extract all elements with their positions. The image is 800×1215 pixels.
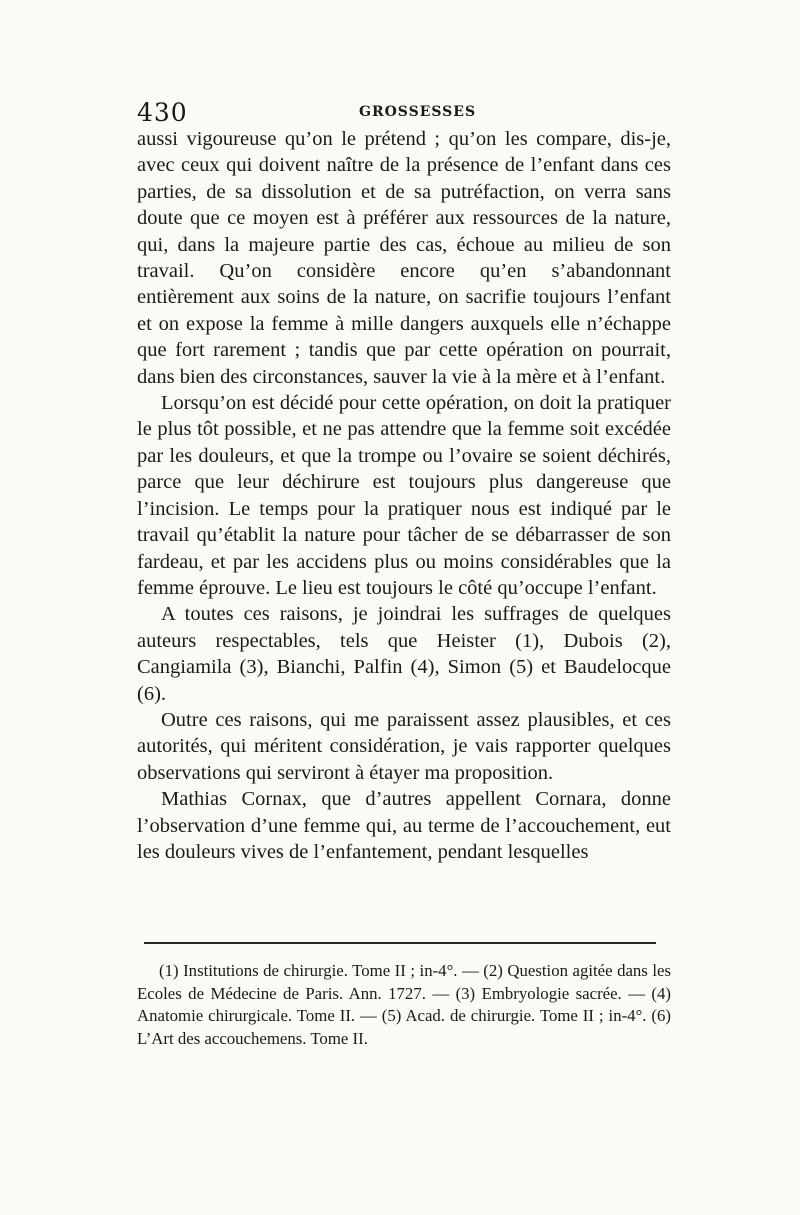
body-text (137, 126, 671, 865)
paragraph: A toutes ces raisons, je joindrai les suffrages de quelques auteurs respectables, tels que Heister (1), Dubois (2), Cangiamila (3), Bianchi, Palfin (4), Simon (5) et Baudelocque (6). (137, 603, 671, 705)
paragraph: Outre ces raisons, qui me paraissent assez plausibles, et ces autorités, qui méritent considération, je vais rapporter quelques observations qui serviront à étayer ma proposition. (137, 708, 671, 784)
footnote-rule (144, 942, 656, 944)
footnotes (137, 960, 671, 1050)
running-head: GROSSESSES (359, 104, 477, 120)
page-header (137, 98, 671, 128)
paragraph-continuation: aussi vigoureuse qu’on le prétend ; qu’on les compare, dis-je, avec ceux qui doivent naître de la présence de l’enfant dans ces parties, de sa dissolution et de sa putréfaction, on verra sans doute que ce moyen est à préférer aux ressources de la nature, qui, dans la majeure partie des cas, échoue au milieu de son travail. Qu’on considère encore qu’en s’abandonnant entièrement aux soins de la nature, on sacrifie toujours l’enfant et on expose la femme à mille dangers auxquels elle n’échappe que fort rarement ; tandis que par cette opération on pourrait, dans bien des circonstances, sauver la vie à la mère et à l’enfant. (137, 128, 671, 388)
footnote-text: (1) Institutions de chirurgie. Tome II ; in-4°. — (2) Question agitée dans les Ecoles de Médecine de Paris. Ann. 1727. — (3) Embryologie sacrée. — (4) Anatomie chirurgicale. Tome II. — (5) Acad. de chirurgie. Tome II ; in-4°. (6) L’Art des accouchemens. Tome II. (137, 961, 671, 1048)
page-number: 430 (137, 98, 188, 127)
paragraph: Mathias Cornax, que d’autres appellent Cornara, donne l’observation d’une femme qui, au terme de l’accouchement, eut les douleurs vives de l’enfantement, pendant lesquelles (137, 788, 671, 863)
paragraph: Lorsqu’on est décidé pour cette opération, on doit la pratiquer le plus tôt possible, et ne pas attendre que la femme soit excédée par les douleurs, et que la trompe ou l’ovaire se soient déchirés, parce que leur déchirure est toujours plus dangereuse que l’incision. Le temps pour la pratiquer nous est indiqué par le travail qu’établit la nature pour tâcher de se débarrasser de son fardeau, et par les accidens plus ou moins considérables que la femme éprouve. Le lieu est toujours le côté qu’occupe l’enfant. (137, 392, 671, 599)
